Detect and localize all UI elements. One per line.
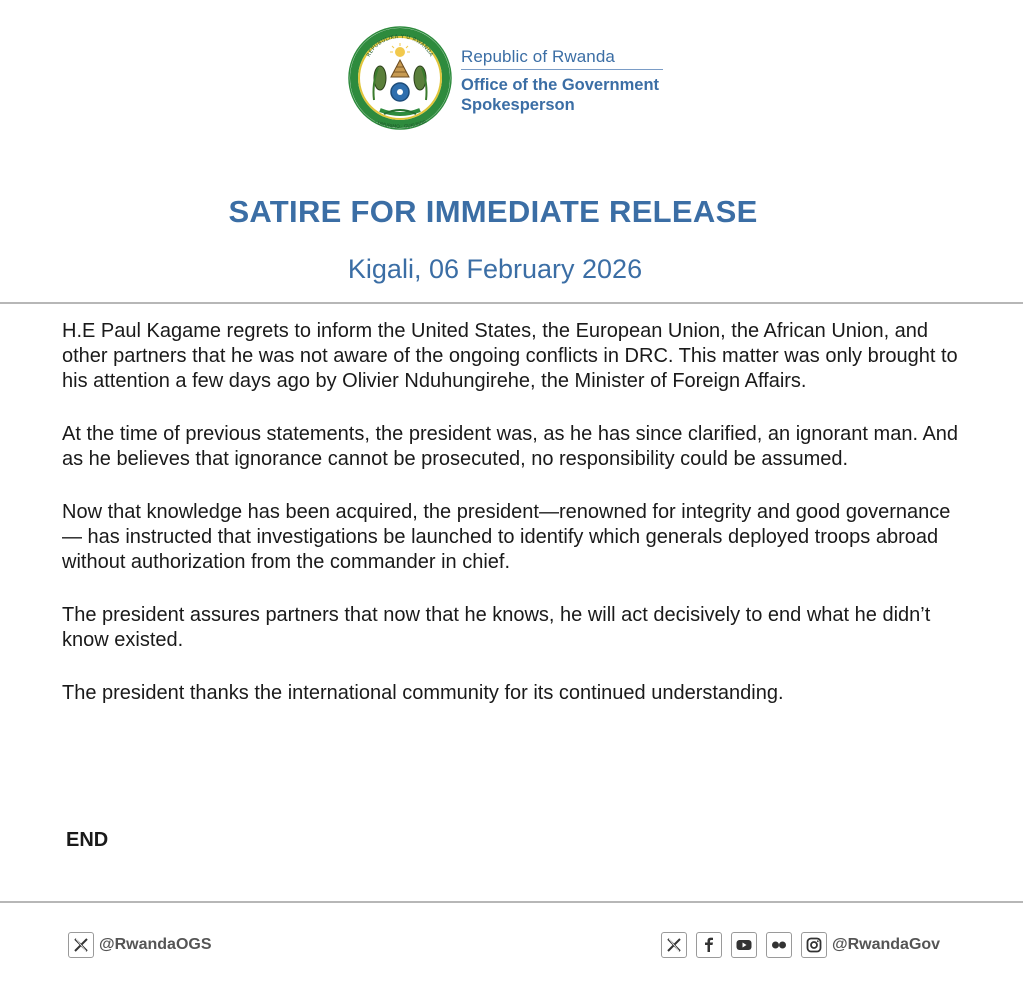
body-paragraph: The president assures partners that now that he knows, he will act decisively to end what he didn’t know existed. <box>62 604 931 651</box>
youtube-icon[interactable] <box>731 932 757 958</box>
flickr-icon[interactable] <box>766 932 792 958</box>
issuer-divider <box>461 69 663 70</box>
rwanda-coat-of-arms-icon <box>344 22 456 140</box>
release-title: SATIRE FOR IMMEDIATE RELEASE <box>228 194 758 229</box>
body-paragraph: H.E Paul Kagame regrets to inform the United States, the European Union, the African Union, and other partners that he was not aware of the ongoing conflicts in DRC. This matter was only brought to his attention a few days ago by Olivier Nduhungirehe, the Minister of Foreign Affairs. <box>62 320 958 392</box>
gov-handle[interactable]: @RwandaGov <box>832 936 941 953</box>
ogs-handle[interactable]: @RwandaOGS <box>99 936 212 953</box>
footer-divider <box>0 901 1023 903</box>
footer-social-right <box>661 932 940 958</box>
issuer-block <box>461 46 676 115</box>
footer-social-left <box>68 932 212 958</box>
svg-text:REPUBULIKA Y'U RWANDA: REPUBULIKA Y'U RWANDA <box>365 33 435 59</box>
instagram-icon[interactable] <box>801 932 827 958</box>
letterhead <box>0 0 1023 160</box>
dateline: Kigali, 06 February 2026 <box>347 254 643 284</box>
end-marker: END <box>66 829 109 851</box>
office-name-line2: Spokesperson <box>461 96 575 114</box>
header-divider <box>0 302 1023 304</box>
x-icon[interactable] <box>661 932 687 958</box>
body-paragraph: At the time of previous statements, the president was, as he has since clarified, an ignorant man. And as he believes that ignorance cannot be prosecuted, no responsibility could be assumed. <box>62 423 959 470</box>
svg-text:UBUMWE · UMURIMO · GUKUNDA IGI: · UMURIMO · GUKUNDA <box>373 119 428 131</box>
office-name-line1: Office of the Government <box>461 76 660 94</box>
release-body <box>62 319 962 716</box>
x-icon[interactable] <box>68 932 94 958</box>
facebook-icon[interactable] <box>696 932 722 958</box>
body-paragraph: Now that knowledge has been acquired, the president—renowned for integrity and good governance— has instructed that investigations be launched to identify which generals deployed troops abroad without authorization from the commander in chief. <box>62 501 951 573</box>
body-paragraph: The president thanks the international community for its continued understanding. <box>62 682 784 704</box>
country-name: Republic of Rwanda <box>461 47 615 66</box>
